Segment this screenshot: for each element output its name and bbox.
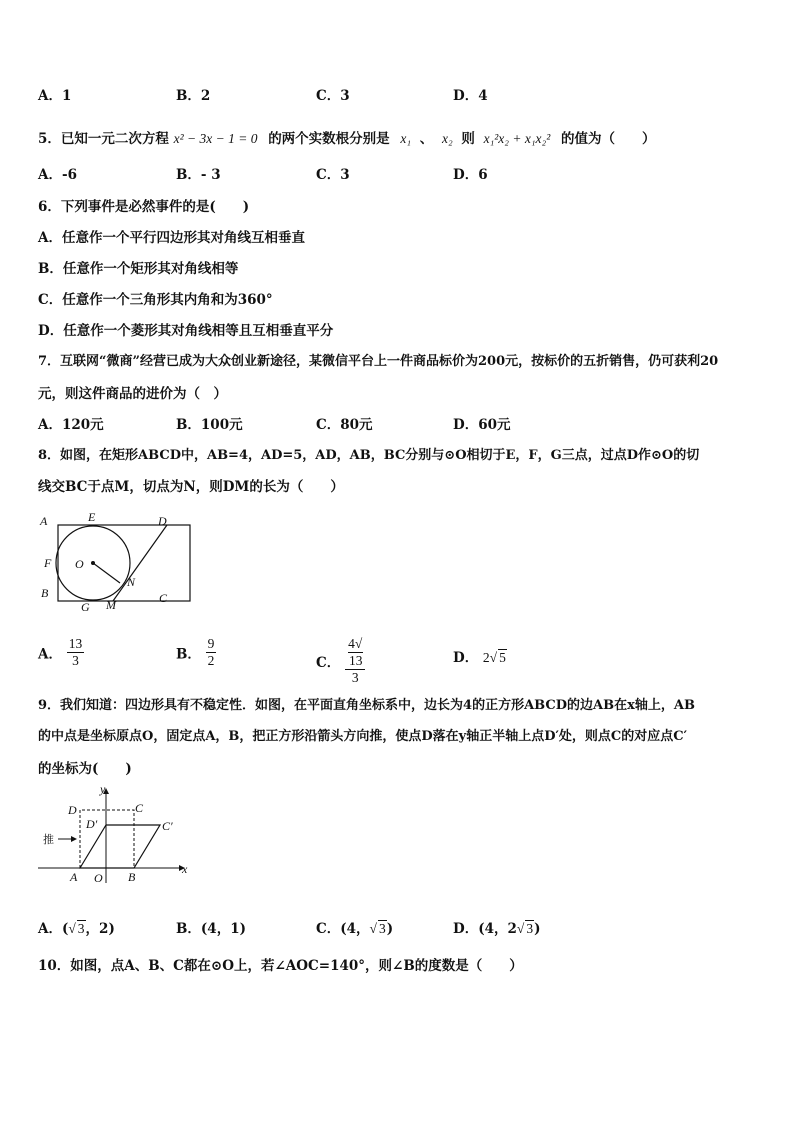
label-x: x	[182, 862, 188, 876]
q6-option-a: A．任意作一个平行四边形其对角线互相垂直	[38, 230, 305, 246]
label-c-prime: C′	[162, 819, 173, 833]
q4-option-b: B．2	[176, 88, 211, 104]
q7-line-1: 7．互联网“微商”经营已成为大众创业新途径，某微信平台上一件商品标价为200元，按标价的五折销售，仍可获利20	[38, 354, 719, 369]
q6-option-c: C．任意作一个三角形其内角和为360°	[38, 292, 273, 308]
label-d-prime: D′	[86, 817, 98, 831]
q4-option-d: D．4	[453, 88, 488, 104]
label-e: E	[88, 510, 96, 524]
q8-option-a: A． $\frac{13}{3}$	[38, 636, 83, 668]
label-b: B	[41, 586, 49, 600]
label-d: D	[158, 514, 167, 528]
label-c: C	[159, 591, 168, 605]
q8-line-1: 8．如图，在矩形ABCD中，AB=4，AD=5，AD，AB，BC分别与⊙O相切于E，F，G三点，过点D作⊙O的切	[38, 448, 700, 463]
label-m: M	[106, 598, 116, 612]
q7-option-a: A．120元	[38, 417, 104, 433]
q9-option-c: C．(4，√ 3)	[316, 921, 394, 937]
label-g: G	[81, 600, 90, 614]
q8-rectangle-circle-figure	[36, 508, 196, 618]
q6-stem: 6．下列事件是必然事件的是( )	[38, 199, 250, 215]
q7-line-2: 元，则这件商品的进价为（ ）	[38, 386, 227, 402]
label-push: 推	[43, 833, 54, 846]
label-c: C	[135, 801, 144, 815]
q4-option-a: A．1	[38, 88, 72, 104]
q9-line-3: 的坐标为( )	[38, 761, 132, 777]
label-d: D	[68, 803, 77, 817]
q8-option-b: B． $\frac{9}{2}$	[176, 636, 215, 668]
q5-option-c: C．3	[316, 167, 350, 183]
q5-option-b: B．- 3	[176, 167, 221, 183]
q6-option-b: B．任意作一个矩形其对角线相等	[38, 261, 239, 277]
q9-option-b: B．(4，1)	[176, 921, 246, 937]
q8-line-2: 线交BC于点M，切点为N，则DM的长为（ ）	[38, 479, 344, 495]
q10-stem: 10．如图，点A、B、C都在⊙O上，若∠AOC=140°，则∠B的度数是（ ）	[38, 958, 523, 974]
q7-option-b: B．100元	[176, 417, 243, 433]
q7-option-d: D．60元	[453, 417, 511, 433]
label-a: A	[40, 514, 48, 528]
q5-option-d: D．6	[453, 167, 488, 183]
label-y: y	[100, 783, 106, 796]
q5-option-a: A．-6	[38, 167, 77, 183]
label-o: O	[75, 557, 84, 571]
q9-option-d: D．(4，2√ 3)	[453, 921, 541, 937]
q9-option-a: A．(√ 3，2)	[38, 921, 115, 937]
q6-option-d: D．任意作一个菱形其对角线相等且互相垂直平分	[38, 323, 334, 339]
q9-line-1: 9．我们知道：四边形具有不稳定性．如图，在平面直角坐标系中，边长为4的正方形ABCD的边AB在x轴上，AB	[38, 698, 695, 713]
q9-line-2: 的中点是坐标原点O，固定点A，B，把正方形沿箭头方向推，使点D落在y轴正半轴上点D′处，则点C的对应点C′	[38, 729, 688, 744]
q7-option-c: C．80元	[316, 417, 373, 433]
q8-option-d: D． 2√ 5	[453, 650, 506, 666]
label-o: O	[94, 871, 103, 885]
label-b: B	[128, 870, 136, 884]
q9-coordinate-figure	[36, 783, 196, 888]
q8-option-c: C． 4√ 13 3	[316, 636, 365, 686]
label-a: A	[70, 870, 78, 884]
q4-option-c: C．3	[316, 88, 350, 104]
label-f: F	[44, 556, 52, 570]
label-n: N	[127, 575, 136, 589]
q5-stem: 5．已知一元二次方程 x² − 3x − 1 = 0 的两个实数根分别是 x₁ 、 x₂ 则 x₁²x₂ + x₁x₂² 的值为（ ）	[38, 131, 656, 147]
